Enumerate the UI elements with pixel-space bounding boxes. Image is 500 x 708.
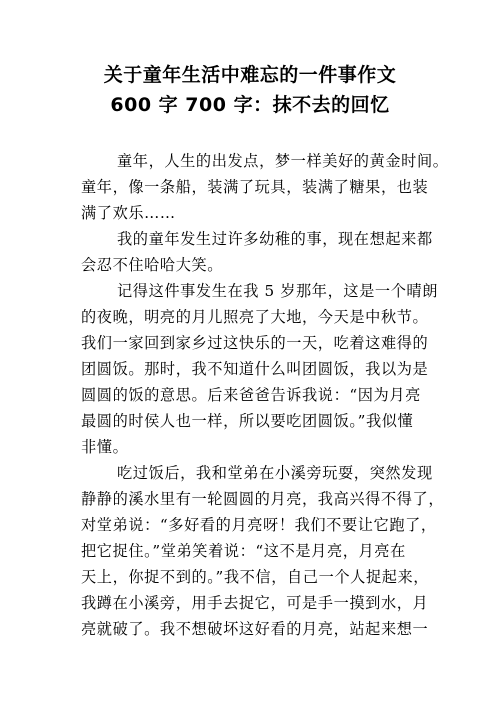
paragraph-4-line-7: 亮就破了。我不想破坏这好看的月亮，站起来想一 xyxy=(81,620,429,638)
paragraph-3-line-3: 我们一家回到家乡过这快乐的一天，吃着这难得的 xyxy=(81,334,429,352)
paragraph-1-line-3: 满了欢乐…… xyxy=(81,204,176,222)
paragraph-4-line-5: 天上，你捉不到的。”我不信，自己一个人捉起来， xyxy=(81,568,430,586)
paragraph-3-line-5: 圆圆的饭的意思。后来爸爸告诉我说：“因为月亮 xyxy=(81,386,421,404)
paragraph-3-line-4: 团圆饭。那时，我不知道什么叫团圆饭，我以为是 xyxy=(81,360,429,378)
paragraph-4-line-1: 吃过饭后，我和堂弟在小溪旁玩耍，突然发现 xyxy=(117,464,433,482)
paragraph-2-line-2: 会忍不住哈哈大笑。 xyxy=(81,256,224,274)
paragraph-4-line-6: 我蹲在小溪旁，用手去捉它，可是手一摸到水，月 xyxy=(81,594,429,612)
paragraph-1-line-1: 童年，人生的出发点，梦一样美好的黄金时间。 xyxy=(117,152,449,170)
paragraph-3-line-7: 非懂。 xyxy=(81,438,129,456)
paragraph-1-line-2: 童年，像一条船，装满了玩具，装满了糖果，也装 xyxy=(81,178,429,196)
document-title-line-1: 关于童年生活中难忘的一件事作文 xyxy=(103,64,397,86)
paragraph-3-line-6: 最圆的时侯人也一样，所以要吃团圆饭。”我似懂 xyxy=(81,412,414,430)
paragraph-4-line-2: 静静的溪水里有一轮圆圆的月亮，我高兴得不得了， xyxy=(81,490,445,508)
paragraph-4-line-3: 对堂弟说：“多好看的月亮呀！我们不要让它跑了， xyxy=(81,516,437,534)
paragraph-2-line-1: 我的童年发生过许多幼稚的事，现在想起来都 xyxy=(117,230,433,248)
paragraph-4-line-4: 把它捉住。”堂弟笑着说：“这不是月亮，月亮在 xyxy=(81,542,406,560)
document-title-line-2: 600 字 700 字：抹不去的回忆 xyxy=(110,94,390,116)
paragraph-3-line-1: 记得这件事发生在我 5 岁那年，这是一个晴朗 xyxy=(117,282,439,300)
paragraph-3-line-2: 的夜晚，明亮的月儿照亮了大地，今天是中秋节。 xyxy=(81,308,429,326)
